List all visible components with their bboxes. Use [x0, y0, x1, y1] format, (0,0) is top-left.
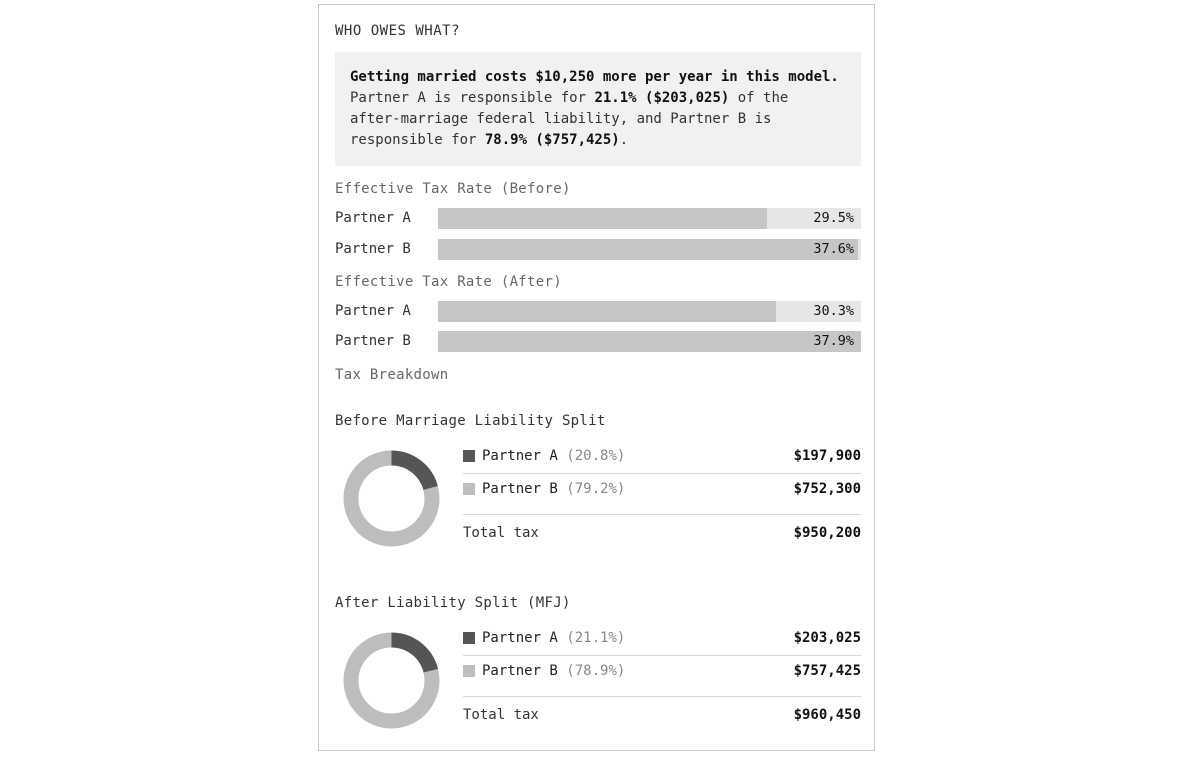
legend-amount: $203,025	[793, 630, 861, 646]
summary-headline: Getting married costs $10,250 more per year in this model.	[350, 69, 839, 85]
bar-label: Partner B	[335, 333, 411, 349]
legend-row-partner-a	[463, 441, 861, 474]
legend-percent: (20.8%)	[566, 448, 626, 464]
bar-track	[438, 331, 861, 352]
total-label: Total tax	[463, 707, 539, 723]
total-row	[463, 514, 861, 551]
legend-label: Partner A	[482, 448, 558, 464]
total-label: Total tax	[463, 525, 539, 541]
panel-title: WHO OWES WHAT?	[335, 23, 461, 39]
bar-fill	[438, 301, 776, 322]
legend-name	[482, 441, 625, 471]
legend-label: Partner B	[482, 663, 558, 679]
partner-a-swatch	[463, 632, 475, 644]
after-split-donut	[343, 632, 440, 729]
legend-percent: (79.2%)	[566, 481, 626, 497]
legend-label: Partner A	[482, 630, 558, 646]
legend-label: Partner B	[482, 481, 558, 497]
legend-row-partner-a	[463, 623, 861, 656]
rate-before-row-b	[335, 239, 861, 260]
legend-name	[482, 656, 625, 686]
partner-b-swatch	[463, 483, 475, 495]
bar-fill	[438, 331, 861, 352]
after-split-legend	[463, 623, 861, 733]
rate-before-row-a	[335, 208, 861, 229]
bar-value: 29.5%	[813, 210, 854, 226]
legend-percent: (78.9%)	[566, 663, 626, 679]
bar-track	[438, 301, 861, 322]
bar-fill	[438, 239, 858, 260]
total-row	[463, 696, 861, 733]
bar-value: 37.6%	[813, 241, 854, 257]
summary-partner-a-share: 21.1% ($203,025)	[594, 90, 730, 106]
rate-before-label: Effective Tax Rate (Before)	[335, 181, 571, 197]
legend-amount: $757,425	[793, 663, 861, 679]
summary-partner-b-share: 78.9% ($757,425)	[484, 132, 620, 148]
before-split-title: Before Marriage Liability Split	[335, 413, 606, 429]
legend-name	[482, 474, 625, 504]
bar-label: Partner A	[335, 303, 411, 319]
legend-row-partner-b	[463, 656, 861, 692]
rate-after-row-a	[335, 301, 861, 322]
bar-track	[438, 239, 861, 260]
bar-fill	[438, 208, 767, 229]
summary-text: .	[619, 132, 629, 148]
total-amount: $960,450	[793, 707, 861, 723]
rate-after-label: Effective Tax Rate (After)	[335, 274, 562, 290]
bar-value: 30.3%	[813, 303, 854, 319]
bar-label: Partner A	[335, 210, 411, 226]
bar-label: Partner B	[335, 241, 411, 257]
tax-breakdown-label: Tax Breakdown	[335, 367, 449, 383]
bar-track	[438, 208, 861, 229]
legend-name	[482, 623, 625, 653]
summary-box	[335, 52, 861, 166]
rate-after-row-b	[335, 331, 861, 352]
partner-a-swatch	[463, 450, 475, 462]
summary-text: of the after-marriage federal liability, and Partner B is responsible for	[350, 90, 789, 148]
legend-row-partner-b	[463, 474, 861, 510]
before-split-legend	[463, 441, 861, 551]
total-amount: $950,200	[793, 525, 861, 541]
before-split-donut	[343, 450, 440, 547]
legend-percent: (21.1%)	[566, 630, 626, 646]
after-split-title: After Liability Split (MFJ)	[335, 595, 571, 611]
who-owes-what-panel	[318, 4, 875, 751]
legend-amount: $752,300	[793, 481, 861, 497]
bar-value: 37.9%	[813, 333, 854, 349]
partner-b-swatch	[463, 665, 475, 677]
legend-amount: $197,900	[793, 448, 861, 464]
summary-text: Partner A is responsible for	[350, 90, 595, 106]
